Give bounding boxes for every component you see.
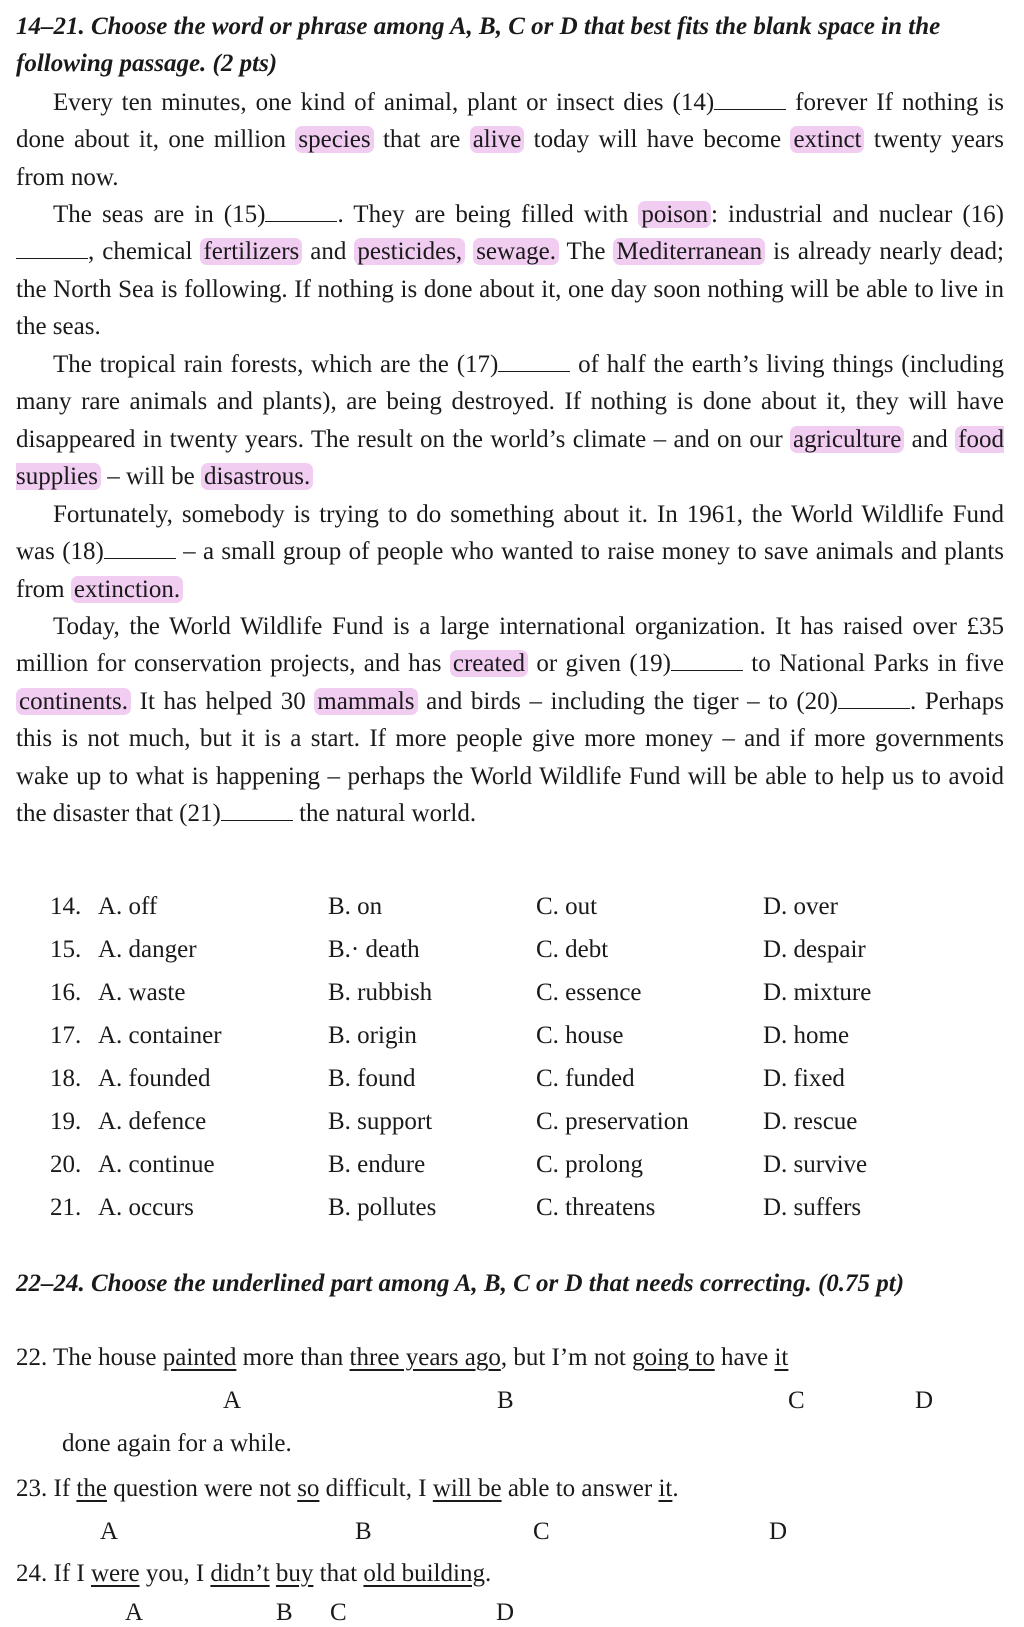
option-d[interactable]: D. home — [763, 1022, 850, 1049]
text: . Perhaps this is not much, but it is a start. If more people give more money – and if more governments wake up to what is happening – perhaps the World Wildlife Fund will be able to help us to avoid the disaster that (21) — [16, 687, 1004, 828]
letter-a: A — [223, 1387, 242, 1414]
option-d[interactable]: D. over — [763, 893, 838, 920]
option-c[interactable]: C. house — [536, 1022, 624, 1049]
text: the natural world. — [292, 800, 477, 828]
option-c[interactable]: C. essence — [536, 979, 642, 1006]
text: The tropical rain forests, which are the (17) — [53, 351, 499, 378]
text — [465, 238, 473, 265]
blank-16[interactable] — [16, 240, 88, 259]
underlined-part-a[interactable]: were — [90, 1560, 140, 1587]
highlight-word: fertilizers — [200, 238, 302, 265]
text: that are — [373, 126, 470, 154]
text: 24. If I — [16, 1560, 91, 1587]
option-c[interactable]: C. funded — [536, 1065, 635, 1092]
text: , but I’m not — [500, 1344, 633, 1371]
highlight-word: food supplies — [16, 425, 1004, 491]
text: is already nearly dead; the North Sea is following. If nothing is done about it, one day soon nothing will be able to live in the seas. — [16, 238, 1004, 341]
question-number: 20. — [50, 1151, 82, 1178]
text: more than — [236, 1344, 350, 1371]
underlined-part-b[interactable]: didn’t — [210, 1560, 270, 1587]
letter-c: C — [330, 1599, 347, 1626]
blank-21[interactable] — [221, 802, 293, 821]
text: and — [302, 238, 355, 266]
text: . — [484, 1560, 492, 1587]
underlined-part-b[interactable]: three years ago — [349, 1344, 501, 1371]
highlight-word: extinct — [790, 126, 864, 153]
text: of half the earth’s living things (including many rare animals and plants), are being destroyed. If nothing is done about it, they will have disappeared in twenty years. The result on the world’s climate – and on our — [16, 351, 1005, 453]
text: . — [672, 1475, 679, 1502]
text: that — [313, 1560, 364, 1587]
letter-d: D — [915, 1387, 934, 1414]
highlight-word: agriculture — [790, 426, 904, 453]
option-a[interactable]: A. off — [98, 893, 158, 920]
question-22-continued: done again for a while. — [62, 1430, 292, 1457]
option-d[interactable]: D. survive — [763, 1151, 868, 1178]
text: , chemical — [88, 238, 201, 266]
underlined-part-c[interactable]: will be — [432, 1475, 502, 1502]
text: difficult, I — [319, 1475, 433, 1502]
option-a[interactable]: A. founded — [98, 1065, 211, 1092]
text: today will have become — [524, 126, 791, 154]
highlight-word: extinction. — [71, 576, 183, 603]
text: twenty years from now. — [16, 126, 1004, 191]
passage-paragraph-3 — [16, 346, 1004, 496]
highlight-word: species — [295, 126, 373, 153]
option-d[interactable]: D. despair — [763, 936, 866, 963]
text: . They are being filled with — [337, 201, 639, 228]
text: 22. The house — [16, 1344, 163, 1371]
text: or given (19) — [528, 650, 671, 678]
highlight-word: sewage. — [473, 238, 559, 265]
letter-d: D — [496, 1599, 515, 1626]
letter-a: A — [125, 1599, 144, 1626]
section-heading-22-24: 22–24. Choose the underlined part among A, B, C or D that needs correcting. (0.75 pt) — [16, 1270, 905, 1297]
option-c[interactable]: C. out — [536, 893, 598, 920]
option-a[interactable]: A. waste — [98, 979, 186, 1006]
text: you, I — [139, 1560, 211, 1587]
letter-b: B — [276, 1599, 293, 1626]
text: – will be — [100, 463, 201, 491]
blank-18[interactable] — [104, 540, 176, 559]
highlight-word: Mediterranean — [613, 238, 765, 265]
option-a[interactable]: A. continue — [98, 1151, 215, 1178]
highlight-word: pesticides, — [354, 238, 465, 265]
passage-paragraph-2 — [16, 196, 1004, 346]
option-b[interactable]: B. on — [328, 893, 383, 920]
blank-15[interactable] — [265, 203, 337, 222]
options-row-21 — [0, 1194, 1024, 1234]
underlined-part-c[interactable]: going to — [632, 1344, 715, 1371]
letter-d: D — [769, 1518, 788, 1545]
text: Today, the World Wildlife Fund is a large international organization. It has raised over £35 million for conservation projects, and has — [16, 613, 1004, 678]
text: forever If nothing is done about it, one million — [16, 89, 1004, 154]
text: question were not — [106, 1475, 298, 1502]
letter-b: B — [355, 1518, 372, 1545]
option-d[interactable]: D. mixture — [763, 979, 872, 1006]
underlined-part-d[interactable]: it — [658, 1475, 673, 1502]
highlight-word: created — [450, 650, 528, 677]
text: : industrial and nuclear (16) — [711, 201, 1005, 228]
passage-paragraph-1 — [16, 84, 1004, 196]
question-number: 17. — [50, 1022, 82, 1049]
option-a[interactable]: A. defence — [98, 1108, 207, 1135]
section-heading-14-21: 14–21. Choose the word or phrase among A, B, C or D that best fits the blank space in the following passage. (2 pts) — [16, 13, 941, 77]
option-d[interactable]: D. fixed — [763, 1065, 845, 1092]
text: It has helped 30 — [131, 687, 315, 715]
options-row-14 — [0, 893, 1024, 933]
letter-a: A — [100, 1518, 119, 1545]
options-row-18 — [0, 1065, 1024, 1105]
options-row-17 — [0, 1022, 1024, 1062]
underlined-part-d[interactable]: it — [774, 1344, 789, 1371]
options-row-19 — [0, 1108, 1024, 1148]
text: – a small group of people who wanted to raise money to save animals and plants from — [16, 538, 1004, 603]
question-number: 18. — [50, 1065, 82, 1092]
underlined-part-a[interactable]: painted — [162, 1344, 237, 1371]
blank-19[interactable] — [671, 652, 743, 671]
question-number: 15. — [50, 936, 82, 963]
text: and birds – including the tiger – to (20) — [417, 687, 838, 715]
option-d[interactable]: D. suffers — [763, 1194, 862, 1221]
options-row-15 — [0, 936, 1024, 976]
underlined-part-c[interactable]: buy — [275, 1560, 314, 1587]
question-24 — [16, 1560, 491, 1588]
question-number: 14. — [50, 893, 82, 920]
text: and — [904, 425, 956, 453]
option-b[interactable]: B. found — [328, 1065, 416, 1092]
options-row-16 — [0, 979, 1024, 1019]
passage-paragraph-4 — [16, 496, 1004, 608]
question-number: 16. — [50, 979, 82, 1006]
underlined-part-a[interactable]: the — [76, 1475, 107, 1502]
text: The — [559, 238, 614, 266]
options-row-20 — [0, 1151, 1024, 1191]
option-b[interactable]: B.· death — [328, 936, 420, 963]
text: Every ten minutes, one kind of animal, plant or insect dies (14) — [53, 89, 715, 116]
blank-20[interactable] — [838, 690, 910, 709]
option-c[interactable]: C. debt — [536, 936, 609, 963]
highlight-word: alive — [470, 126, 525, 153]
option-c[interactable]: C. threatens — [536, 1194, 656, 1221]
blank-14[interactable] — [714, 91, 786, 110]
text: able to answer — [501, 1475, 659, 1502]
text: 23. If — [16, 1475, 77, 1502]
letter-b: B — [497, 1387, 514, 1414]
highlight-word: continents. — [16, 688, 131, 715]
highlight-word: mammals — [314, 688, 417, 715]
question-23 — [16, 1475, 679, 1503]
underlined-part-d[interactable]: old building — [363, 1560, 485, 1587]
option-b[interactable]: B. support — [328, 1108, 433, 1135]
option-c[interactable]: C. preservation — [536, 1108, 689, 1135]
highlight-word: disastrous. — [201, 463, 313, 490]
option-b[interactable]: B. endure — [328, 1151, 426, 1178]
text: to National Parks in five — [742, 650, 1004, 678]
text: The seas are in (15) — [53, 201, 266, 228]
option-d[interactable]: D. rescue — [763, 1108, 858, 1135]
passage-paragraph-5 — [16, 608, 1004, 832]
highlight-word: poison — [638, 201, 711, 228]
underlined-part-b[interactable]: so — [297, 1475, 320, 1502]
text: have — [714, 1344, 775, 1371]
letter-c: C — [788, 1387, 805, 1414]
question-number: 19. — [50, 1108, 82, 1135]
question-number: 21. — [50, 1194, 82, 1221]
option-b[interactable]: B. pollutes — [328, 1194, 437, 1221]
option-a[interactable]: A. danger — [98, 936, 197, 963]
question-22 — [16, 1344, 788, 1372]
option-c[interactable]: C. prolong — [536, 1151, 643, 1178]
option-b[interactable]: B. origin — [328, 1022, 417, 1049]
text: Fortunately, somebody is trying to do something about it. In 1961, the World Wildlife Fund was (18) — [16, 501, 1004, 566]
blank-17[interactable] — [498, 353, 570, 372]
option-b[interactable]: B. rubbish — [328, 979, 433, 1006]
option-a[interactable]: A. container — [98, 1022, 222, 1049]
option-a[interactable]: A. occurs — [98, 1194, 194, 1221]
letter-c: C — [533, 1518, 550, 1545]
